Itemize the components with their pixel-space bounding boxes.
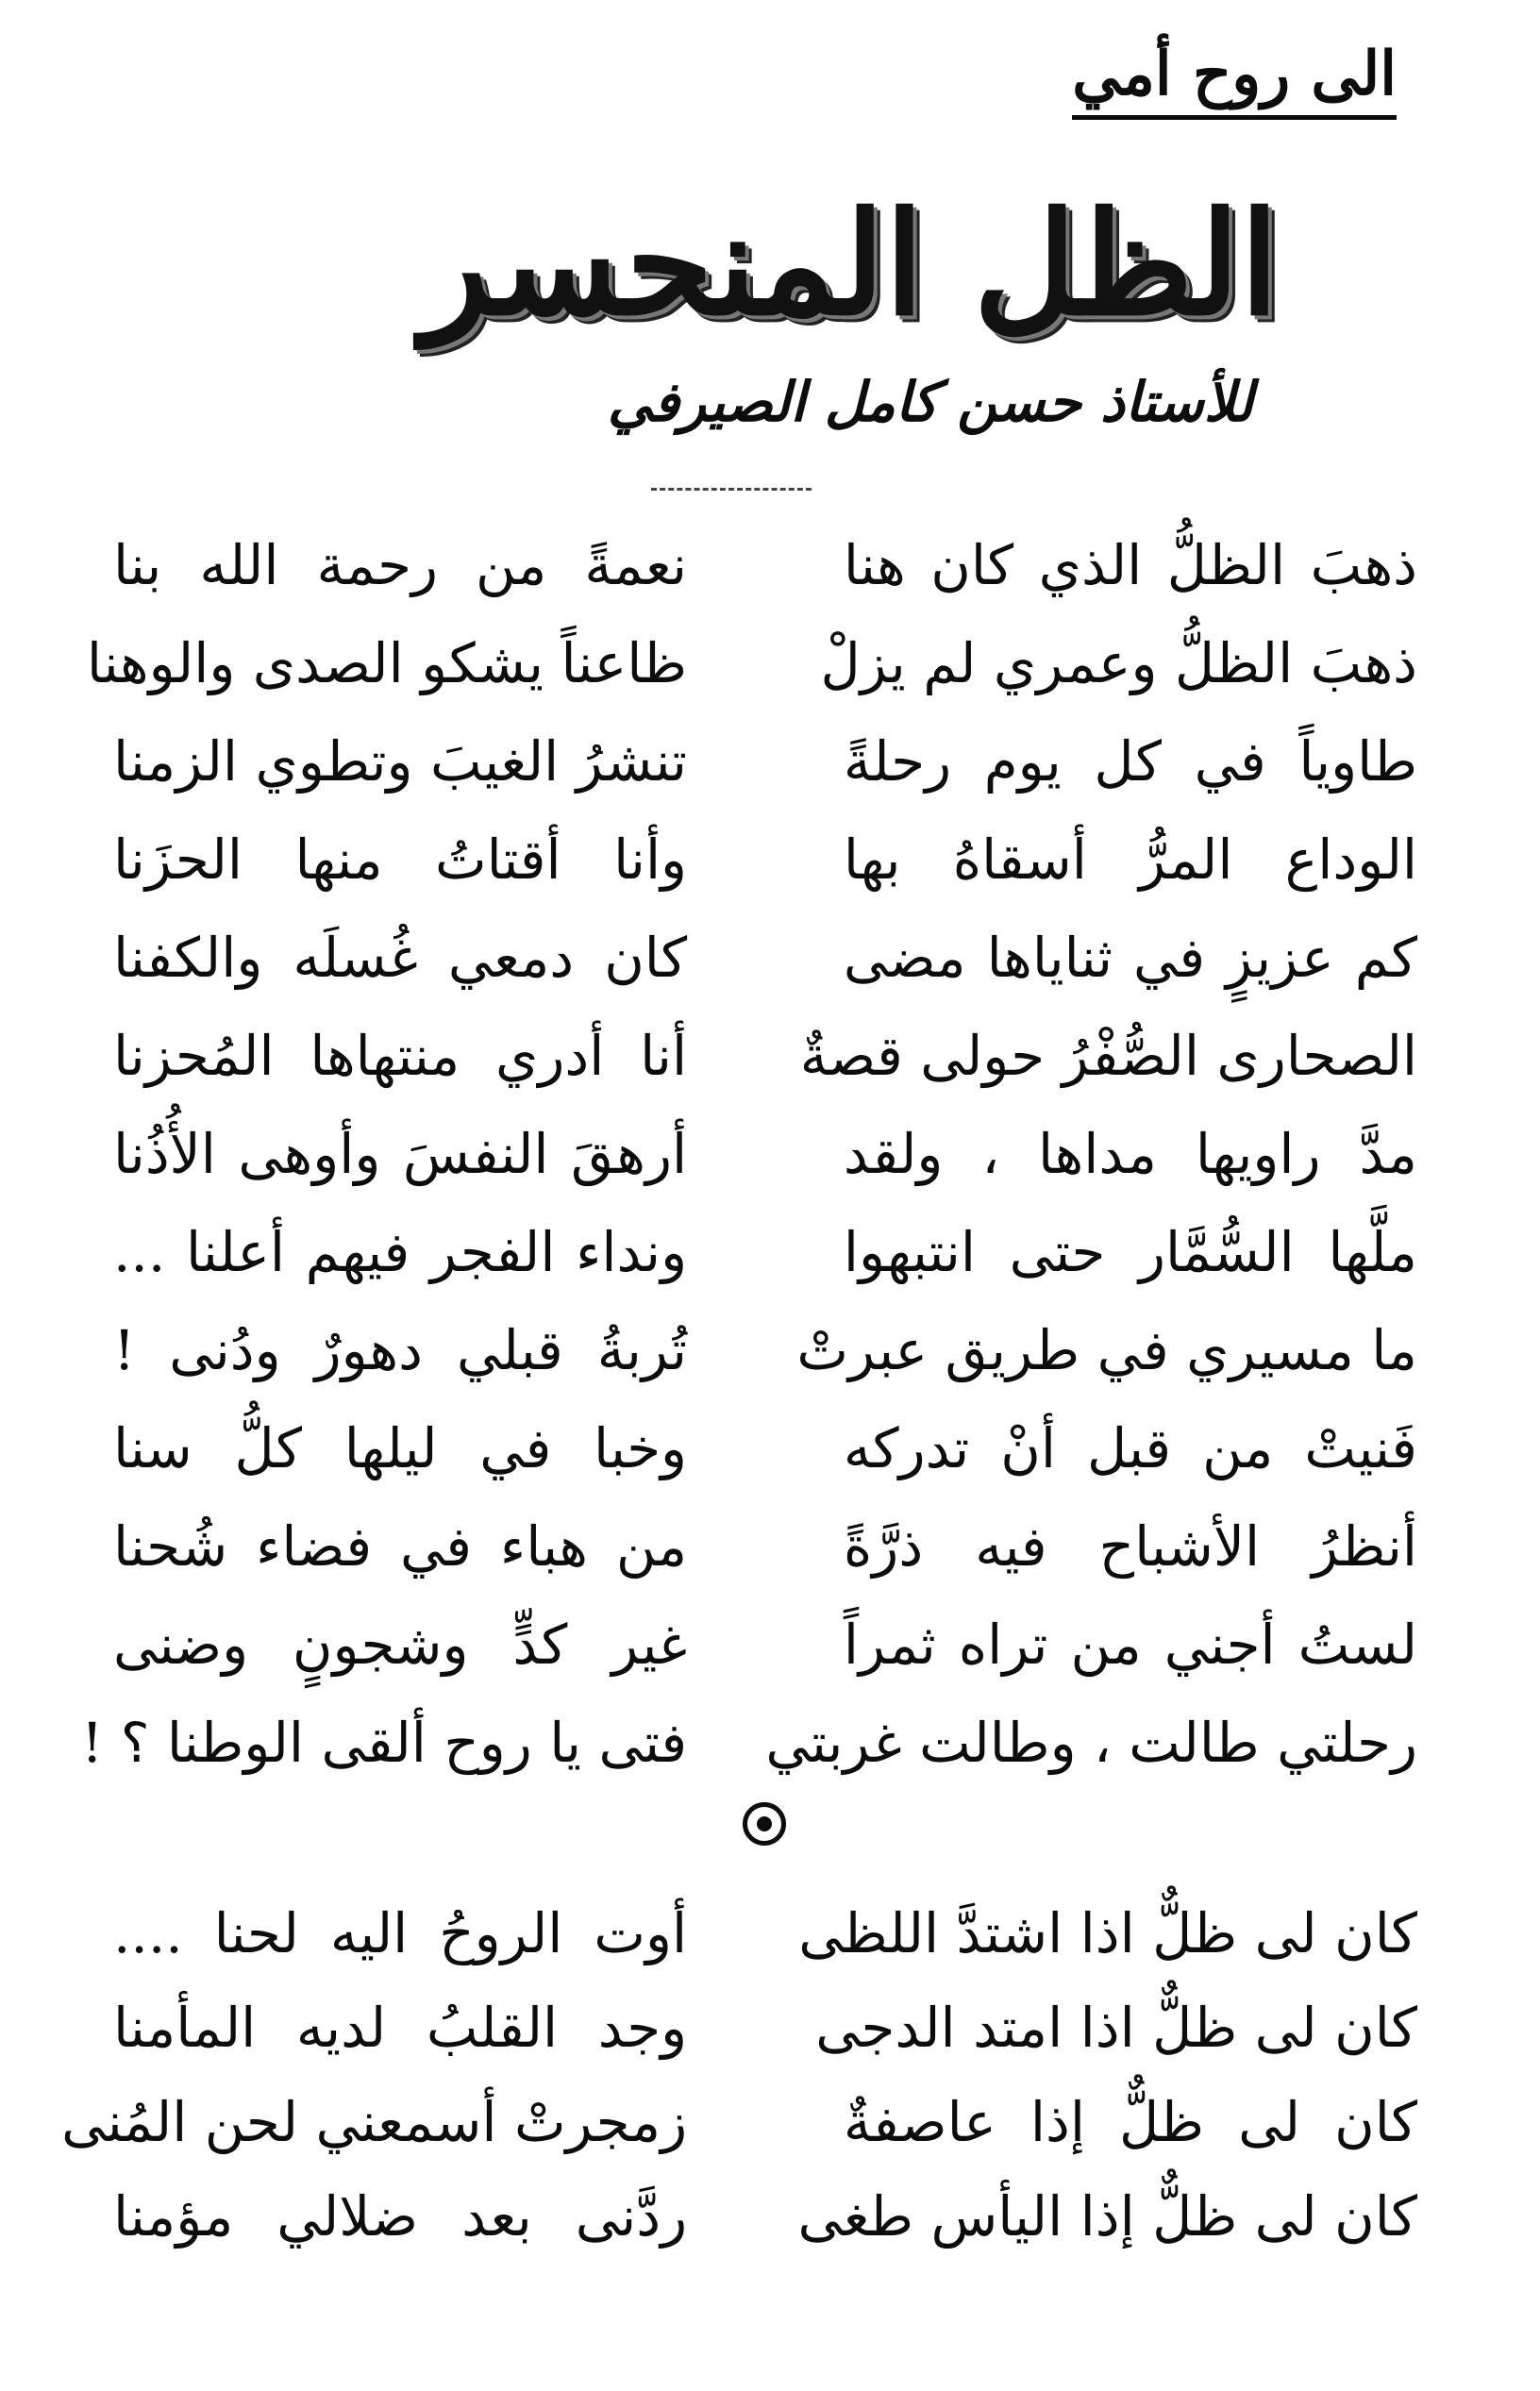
hemistich-right: ذهبَ الظلُّ وعمري لم يزلْ [820, 631, 1417, 696]
verse [113, 1498, 1417, 1597]
hemistich-right: الوداع المرُّ أسقاهُ بها [843, 828, 1417, 893]
hemistich-left: وخبا في ليلها كلُّ سنا [113, 1416, 688, 1481]
hemistich-left: أنا أدري منتهاها المُحزنا [113, 1024, 688, 1089]
verse [113, 1204, 1417, 1302]
hemistich-right: الصحارى الصُّفْرُ حولى قصةٌ [799, 1024, 1417, 1089]
hemistich-right: كان لى ظلٌّ اذا اشتدَّ اللظى [798, 1901, 1417, 1966]
hemistich-left: وأنا أقتاتُ منها الحزَنا [113, 828, 688, 893]
verse [113, 2170, 1417, 2265]
hemistich-right: فَنيتْ من قبل أنْ تدركه [843, 1416, 1417, 1481]
hemistich-right: كان لى ظلٌّ اذا امتد الدجى [815, 1996, 1417, 2061]
verse [113, 517, 1417, 615]
hemistich-left: من هباء في فضاء شُحنا [113, 1514, 688, 1580]
hemistich-left: زمجرتْ أسمعني لحن المُنى [61, 2090, 688, 2155]
hemistich-right: أنظرُ الأشباح فيه ذرَّةً [843, 1514, 1417, 1580]
stanza [80, 517, 1417, 1793]
verse [113, 910, 1417, 1008]
hemistich-left: أوت الروحُ اليه لحنا .... [113, 1901, 688, 1966]
verse [61, 2076, 1417, 2170]
verse [86, 615, 1417, 713]
hemistich-right: كان لى ظلٌّ إذا اليأس طغى [797, 2184, 1417, 2249]
hemistich-left: ردَّنى بعد ضلالي مؤمنا [113, 2184, 688, 2249]
verse [80, 1695, 1417, 1793]
stanza-separator-ornament [743, 1802, 786, 1846]
verse [113, 1106, 1417, 1204]
hemistich-left: فتى يا روح ألقى الوطنا ؟ ! [80, 1711, 688, 1776]
hemistich-right: ما مسيري في طريق عبرتْ [796, 1318, 1417, 1383]
stanza [61, 1887, 1417, 2265]
verse [113, 1302, 1417, 1400]
hemistich-left: غير كدٍّ وشجونٍ وضنى [113, 1613, 688, 1678]
ornament-dot [757, 1816, 772, 1831]
verse [113, 1400, 1417, 1498]
hemistich-left: وجد القلبُ لديه المأمنا [113, 1996, 688, 2061]
hemistich-right: رحلتي طالت ، وطالت غربتي [765, 1711, 1417, 1776]
poem-title: الظل المنحسر [421, 181, 1280, 347]
hemistich-left: نعمةً من رحمة الله بنا [113, 533, 688, 598]
verse [113, 1597, 1417, 1695]
hemistich-right: كان لى ظلٌّ إذا عاصفةٌ [843, 2090, 1417, 2155]
title-divider [651, 488, 812, 491]
verse [113, 1887, 1417, 1981]
hemistich-left: تُربةُ قبلي دهورٌ ودُنى ! [113, 1318, 688, 1383]
hemistich-left: كان دمعي غُسلَه والكفنا [113, 926, 688, 991]
verse [113, 1981, 1417, 2076]
hemistich-right: لستُ أجني من تراه ثمراً [843, 1613, 1417, 1678]
verse [113, 811, 1417, 910]
hemistich-right: ذهبَ الظلُّ الذي كان هنا [843, 533, 1417, 598]
poem-author: للأستاذ حسن كامل الصيرفي [607, 370, 1254, 434]
hemistich-left: ونداء الفجر فيهم أعلنا ... [113, 1220, 688, 1285]
hemistich-left: ظاعناً يشكو الصدى والوهنا [86, 631, 688, 696]
hemistich-right: طاوياً في كل يوم رحلةً [843, 729, 1417, 794]
dedication-line: الى روح أمي [1072, 42, 1397, 120]
verse [113, 1008, 1417, 1106]
hemistich-right: ملَّها السُّمَّار حتى انتبهوا [843, 1220, 1417, 1285]
hemistich-right: كم عزيزٍ في ثناياها مضى [843, 926, 1417, 991]
hemistich-left: تنشرُ الغيبَ وتطوي الزمنا [113, 729, 688, 794]
verse [113, 713, 1417, 811]
hemistich-left: أرهقَ النفسَ وأوهى الأُذُنا [113, 1122, 688, 1187]
hemistich-right: مدَّ راويها مداها ، ولقد [843, 1122, 1417, 1187]
